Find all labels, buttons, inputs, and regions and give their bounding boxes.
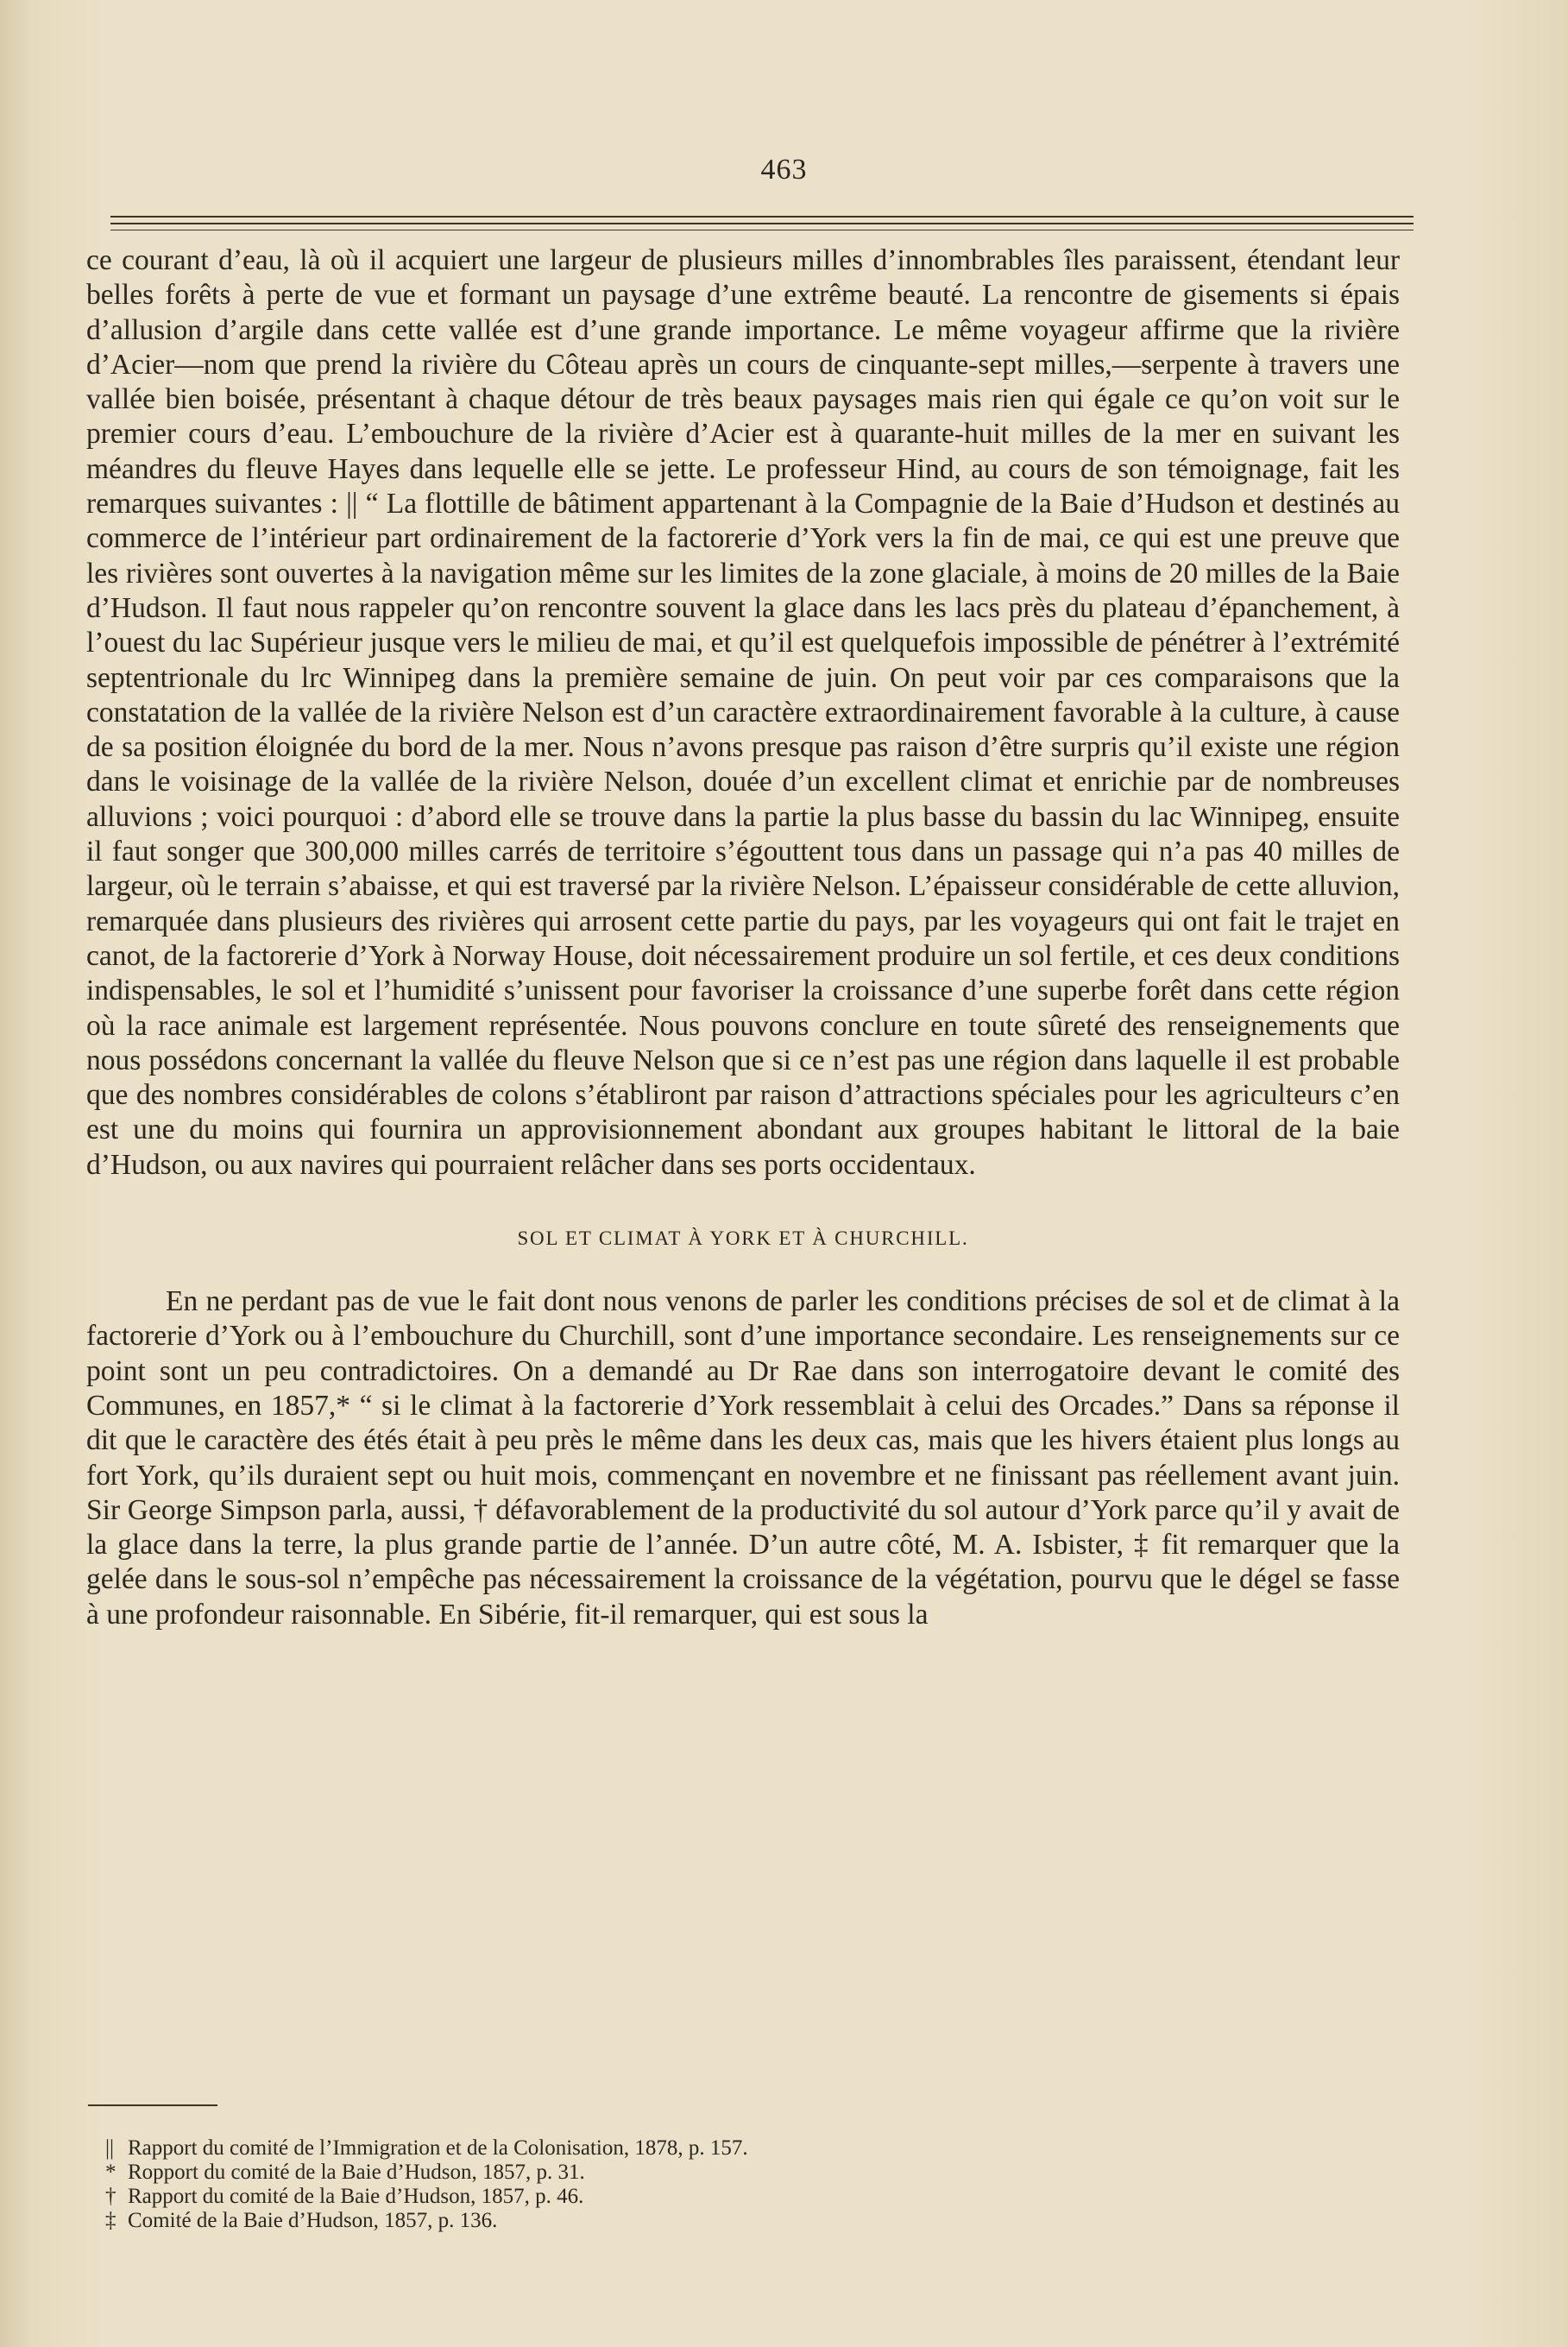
footnote-mark: *	[105, 2161, 116, 2184]
footnote-mark: ||	[105, 2136, 115, 2160]
footnote-text: Comité de la Baie d’Hudson, 1857, p. 136.	[128, 2209, 498, 2232]
footnote-text: Rapport du comité de la Baie d’Hudson, 1857, p. 46.	[128, 2185, 584, 2208]
footnote-divider	[88, 2104, 217, 2106]
footnote-text: Ropport du comité de la Baie d’Hudson, 1857, p. 31.	[128, 2161, 585, 2184]
paragraph: En ne perdant pas de vue le fait dont nous venons de parler les conditions précises de sol et de climat à la factorerie d’York ou à l’embouchure du Churchill, sont d’une importance secondaire. Les renseignements sur ce point sont un peu contradictoires. On a demandé au Dr Rae dans son interrogatoire devant le comité des Communes, en 1857,* “ si le climat à la factorerie d’York ressemblait à celui des Orcades.” Dans sa réponse il dit que le caractère des étés était à peu près le même dans les deux cas, mais que les hivers étaient plus longs au fort York, qu’ils duraient sept ou huit mois, commençant en novembre et ne finissant pas réellement avant juin. Sir George Simpson parla, aussi, † défavorablement de la productivité du sol autour d’York parce qu’il y avait de la glace dans la terre, la plus grande partie de l’année. D’un autre côté, M. A. Isbister, ‡ fit remarquer que la gelée dans le sous-sol n’empêche pas nécessairement la croissance de la végétation, pourvu que le dégel se fasse à une profondeur raisonnable. En Sibérie, fit-il remarquer, qui est sous la	[86, 1285, 1400, 1631]
footnote	[105, 2185, 1227, 2209]
header-rule	[110, 216, 1414, 218]
footnote-mark: †	[105, 2185, 116, 2208]
footnote	[105, 2161, 1227, 2185]
footnote-mark: ‡	[105, 2209, 116, 2232]
section-heading: SOL ET CLIMAT À YORK ET À CHURCHILL.	[517, 1227, 969, 1250]
footnote	[105, 2209, 1227, 2233]
header-rule	[110, 223, 1414, 224]
body-text	[86, 243, 1400, 1632]
footnote-text: Rapport du comité de l’Immigration et de la Colonisation, 1878, p. 157.	[128, 2136, 748, 2160]
footnotes	[105, 2136, 1227, 2233]
footnote	[105, 2136, 1227, 2161]
page-number: 463	[760, 154, 808, 186]
paragraph: ce courant d’eau, là où il acquiert une largeur de plusieurs milles d’innombrables îles paraissent, étendant leur belles forêts à perte de vue et formant un paysage d’une extrême beauté. La rencontre de gisements si épais d’allusion d’argile dans cette vallée est d’une grande importance. Le même voyageur affirme que la rivière d’Acier—nom que prend la rivière du Côteau après un cours de cinquante-sept milles,—serpente à travers une vallée bien boisée, présentant à chaque détour de très beaux paysages mais rien qui égale ce qu’on voit sur le premier cours d’eau. L’embouchure de la rivière d’Acier est à quarante-huit milles de la mer en suivant les méandres du fleuve Hayes dans lequelle elle se jette. Le professeur Hind, au cours de son témoignage, fait les remarques suivantes : || “ La flottille de bâtiment appartenant à la Compagnie de la Baie d’Hudson et destinés au commerce de l’intérieur part ordinairement de la factorerie d’York vers la fin de mai, ce qui est une preuve que les rivières sont ouvertes à la navigation même sur les limites de la zone glaciale, à moins de 20 milles de la Baie d’Hudson. Il faut nous rappeler qu’on rencontre souvent la glace dans les lacs près du plateau d’épanchement, à l’ouest du lac Supérieur jusque vers le milieu de mai, et qu’il est quelquefois impossible de pénétrer à l’extrémité septentrionale du lrc Winnipeg dans la première semaine de juin. On peut voir par ces comparaisons que la constatation de la vallée de la rivière Nelson est d’un caractère extraordinairement favorable à la culture, à cause de sa position éloignée du bord de la mer. Nous n’avons presque pas raison d’être surpris qu’il existe une région dans le voisinage de la vallée de la rivière Nelson, douée d’un excellent climat et enrichie par de nombreuses alluvions ; voici pourquoi : d’abord elle se trouve dans la partie la plus basse du bassin du lac Winnipeg, ensuite il faut songer que 300,000 milles carrés de territoire s’égouttent tous dans un passage qui n’a pas 40 milles de largeur, où le terrain s’abaisse, et qui est traversé par la rivière Nelson. L’épaisseur considérable de cette alluvion, remarquée dans plusieurs des rivières qui arrosent cette partie du pays, par les voyageurs qui ont fait le trajet en canot, de la factorerie d’York à Norway House, doit nécessairement produire un sol fertile, et ces deux conditions indispensables, le sol et l’humidité s’unissent pour favoriser la croissance d’une superbe forêt dans cette région où la race animale est largement représentée. Nous pouvons conclure en toute sûreté des renseignements que nous possédons concernant la vallée du fleuve Nelson que si ce n’est pas une région dans laquelle il est probable que des nombres considérables de colons s’établiront par raison d’attractions spéciales pour les agriculteurs c’en est une du moins qui fournira un approvisionnement abondant aux groupes habitant le littoral de la baie d’Hudson, ou aux navires qui pourraient relâcher dans ses ports occidentaux.	[86, 244, 1400, 1181]
